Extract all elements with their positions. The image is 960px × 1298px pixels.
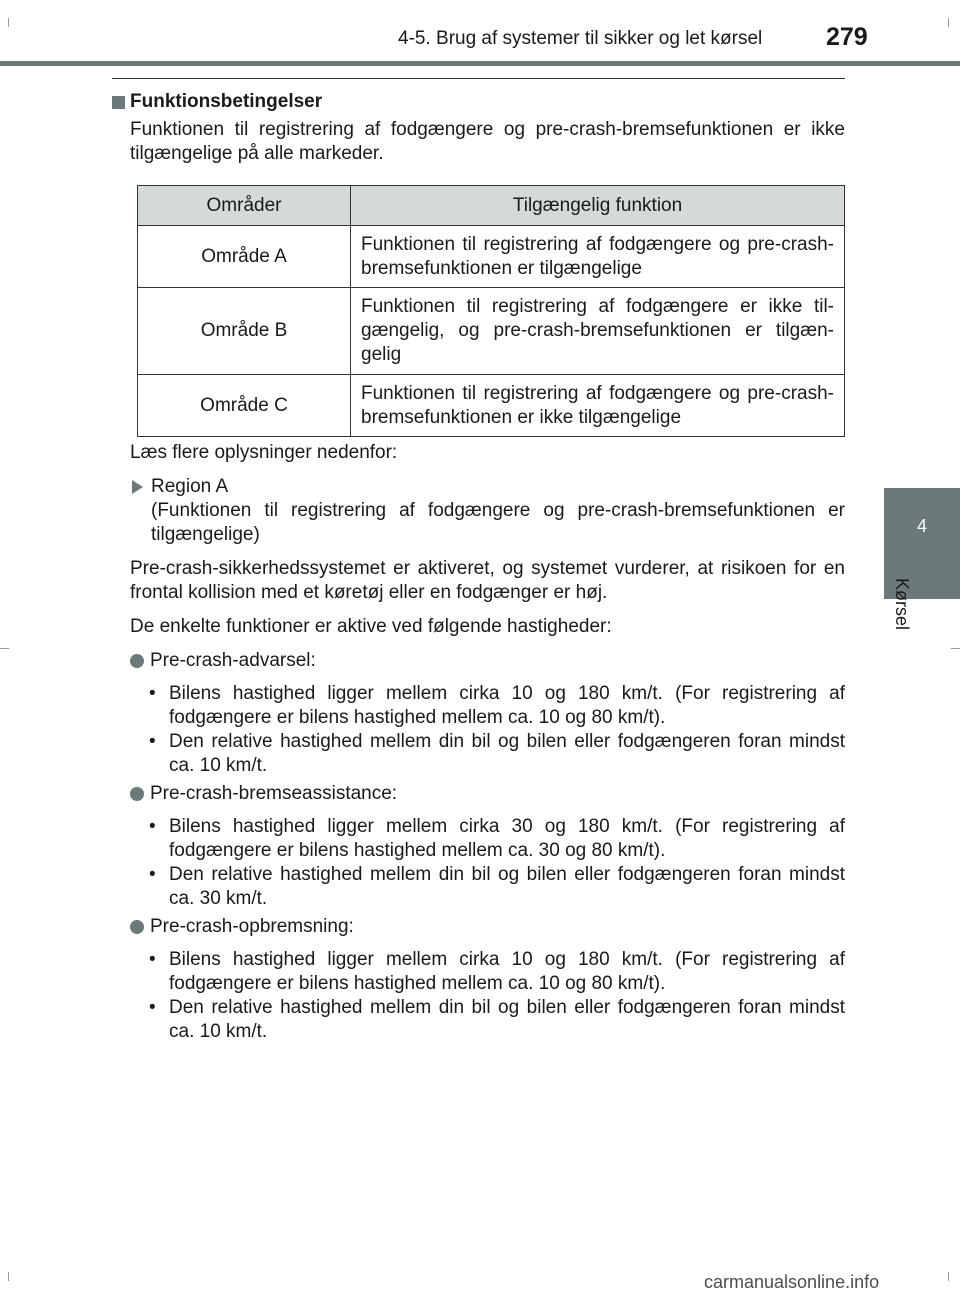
condition-item: • Bilens hastighed ligger mellem cirka 10 og 180 km/t. (For registrering af fodgængere er bilens hastighed mellem ca. 10 og 80 km/t). [148, 682, 845, 730]
page-number: 279 [826, 23, 868, 51]
function-item [130, 782, 845, 806]
table-cell-region: Område C [138, 375, 351, 437]
function-name: Pre-crash-advarsel: [150, 650, 316, 671]
crop-mark [951, 648, 960, 649]
region-a-item [130, 475, 845, 547]
paragraph-speeds: De enkelte funktioner er aktive ved følgende hastigheder: [130, 616, 612, 637]
table-header-row [138, 186, 845, 226]
function-item [130, 649, 845, 673]
table-cell-function: Funktionen til registrering af fodgængere er ikke til-gængelig, og pre-crash-bremsefunktionen er tilgæn-gelig [351, 288, 845, 375]
crop-mark [0, 648, 9, 649]
triangle-bullet-icon [132, 480, 143, 494]
availability-table [137, 185, 845, 437]
circle-bullet-icon [130, 920, 144, 934]
condition-item: • Den relative hastighed mellem din bil og bilen eller fodgængeren foran mindst ca. 30 km/t. [148, 863, 845, 911]
condition-item: • Den relative hastighed mellem din bil og bilen eller fodgængeren foran mindst ca. 10 km/t. [148, 996, 845, 1044]
function-name: Pre-crash-opbremsning: [150, 916, 354, 937]
header-rule [0, 61, 960, 66]
function-conditions [148, 948, 845, 1044]
page-content [112, 90, 845, 1044]
condition-item: • Den relative hastighed mellem din bil og bilen eller fodgængeren foran mindst ca. 10 km/t. [148, 730, 845, 778]
table-row [138, 375, 845, 437]
function-conditions [148, 815, 845, 911]
table-cell-function: Funktionen til registrering af fodgængere og pre-crash-bremsefunktionen er tilgængelige [351, 226, 845, 288]
table-cell-region: Område A [138, 226, 351, 288]
section-divider [112, 78, 845, 79]
section-heading-text: Funktionsbetingelser [130, 91, 323, 112]
circle-bullet-icon [130, 654, 144, 668]
section-intro: Funktionen til registrering af fodgængere og pre-crash-bremsefunktionen er ikke tilgængelige på alle markeder. [130, 119, 845, 164]
condition-item: • Bilens hastighed ligger mellem cirka 30 og 180 km/t. (For registrering af fodgængere er bilens hastighed mellem ca. 30 og 80 km/t). [148, 815, 845, 863]
table-row [138, 226, 845, 288]
region-a-subtitle: (Funktionen til registrering af fodgængere og pre-crash-bremsefunktionen er tilgængelige) [151, 500, 845, 545]
paragraph-risk: Pre-crash-sikkerhedssystemet er aktiveret, og systemet vurderer, at risikoen for en frontal kollision med et køretøj eller en fodgænger er høj. [130, 558, 845, 603]
crop-mark [8, 1272, 9, 1281]
function-conditions [148, 682, 845, 778]
watermark: carmanualsonline.info [704, 1272, 880, 1292]
more-info-text: Læs flere oplysninger nedenfor: [130, 442, 398, 463]
header-title: 4-5. Brug af systemer til sikker og let kørsel [398, 28, 763, 49]
region-a-title: Region A [151, 476, 229, 497]
table-header-function: Tilgængelig funktion [351, 186, 845, 226]
table-row [138, 288, 845, 375]
table-cell-function: Funktionen til registrering af fodgængere og pre-crash-bremsefunktionen er ikke tilgængelige [351, 375, 845, 437]
circle-bullet-icon [130, 787, 144, 801]
chapter-label-text: Kørsel [892, 578, 912, 631]
chapter-label [890, 578, 914, 648]
crop-mark [948, 1272, 949, 1281]
condition-item: • Bilens hastighed ligger mellem cirka 10 og 180 km/t. (For registrering af fodgængere er bilens hastighed mellem ca. 10 og 80 km/t). [148, 948, 845, 996]
table-cell-region: Område B [138, 288, 351, 375]
section-heading [112, 90, 845, 114]
chapter-number: 4 [916, 516, 927, 536]
crop-mark [948, 18, 949, 27]
square-bullet-icon [112, 96, 125, 109]
function-name: Pre-crash-bremseassistance: [150, 783, 398, 804]
crop-mark [8, 18, 9, 27]
table-header-regions: Områder [138, 186, 351, 226]
function-item [130, 915, 845, 939]
